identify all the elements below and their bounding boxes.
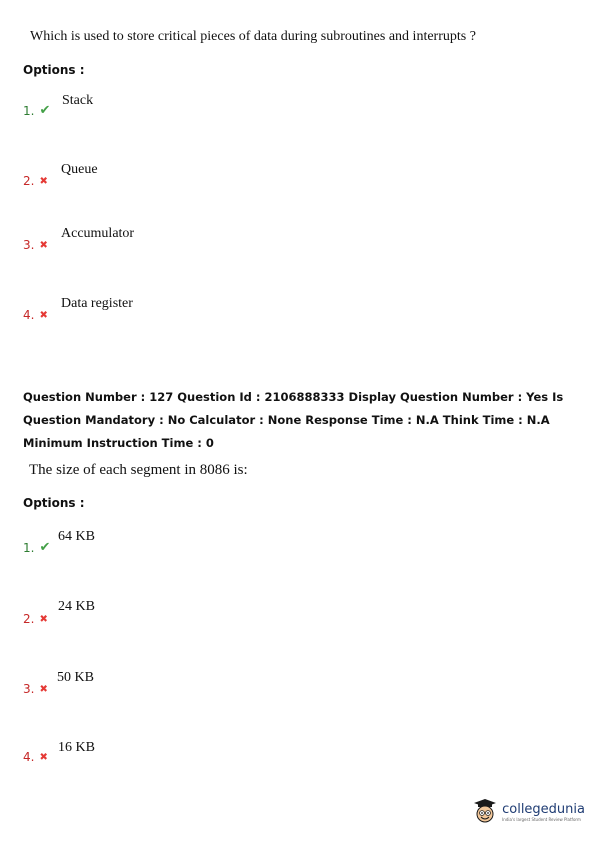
cross-icon: ✖ <box>39 683 48 695</box>
q2-option-2-number <box>23 612 48 626</box>
q2-option-2-text: 24 KB <box>58 599 95 614</box>
question-2-options-label: Options : <box>23 496 85 510</box>
cross-icon: ✖ <box>39 175 48 187</box>
q2-option-4-text: 16 KB <box>58 740 95 755</box>
q2-option-1-number <box>23 540 50 555</box>
cross-icon: ✖ <box>39 613 48 625</box>
q1-option-3-number <box>23 238 48 252</box>
q1-option-2-num-label: 2. <box>23 174 35 188</box>
q1-option-2-number <box>23 174 48 188</box>
q2-option-3-number <box>23 682 48 696</box>
question-2-text: The size of each segment in 8086 is: <box>29 462 248 478</box>
mascot-icon <box>473 798 497 826</box>
check-icon: ✔ <box>39 103 51 118</box>
q1-option-3-num-label: 3. <box>23 238 35 252</box>
q2-option-4-number <box>23 750 48 764</box>
check-icon: ✔ <box>39 540 51 555</box>
q2-option-2-num-label: 2. <box>23 612 35 626</box>
q2-option-3-text: 50 KB <box>57 670 94 685</box>
q1-option-4-num-label: 4. <box>23 308 35 322</box>
q2-option-1-text: 64 KB <box>58 529 95 544</box>
collegedunia-logo <box>473 798 585 826</box>
q1-option-1-num-label: 1. <box>23 103 35 118</box>
q1-option-4-text: Data register <box>61 296 133 311</box>
q2-option-1-num-label: 1. <box>23 540 35 555</box>
question-1-options-label: Options : <box>23 63 85 77</box>
cross-icon: ✖ <box>39 309 48 321</box>
q2-option-4-num-label: 4. <box>23 750 35 764</box>
cross-icon: ✖ <box>39 239 48 251</box>
q2-option-3-num-label: 3. <box>23 682 35 696</box>
q1-option-4-number <box>23 308 48 322</box>
q1-option-1-number <box>23 103 50 118</box>
q1-option-3-text: Accumulator <box>61 226 135 241</box>
q1-option-1-text: Stack <box>62 93 94 108</box>
question-1-text: Which is used to store critical pieces of data during subroutines and interrupts ? <box>30 29 476 44</box>
logo-name: collegedunia <box>502 802 585 817</box>
cross-icon: ✖ <box>39 751 48 763</box>
logo-tagline: India's largest Student Review Platform <box>502 817 581 822</box>
question-2-metadata: Question Number : 127 Question Id : 2106888333 Display Question Number : Yes Is Question Mandatory : No Calculator : None Response Time : N.A Think Time : N.A Minimum Instruction Time : 0 <box>23 390 564 450</box>
q1-option-2-text: Queue <box>61 162 98 177</box>
